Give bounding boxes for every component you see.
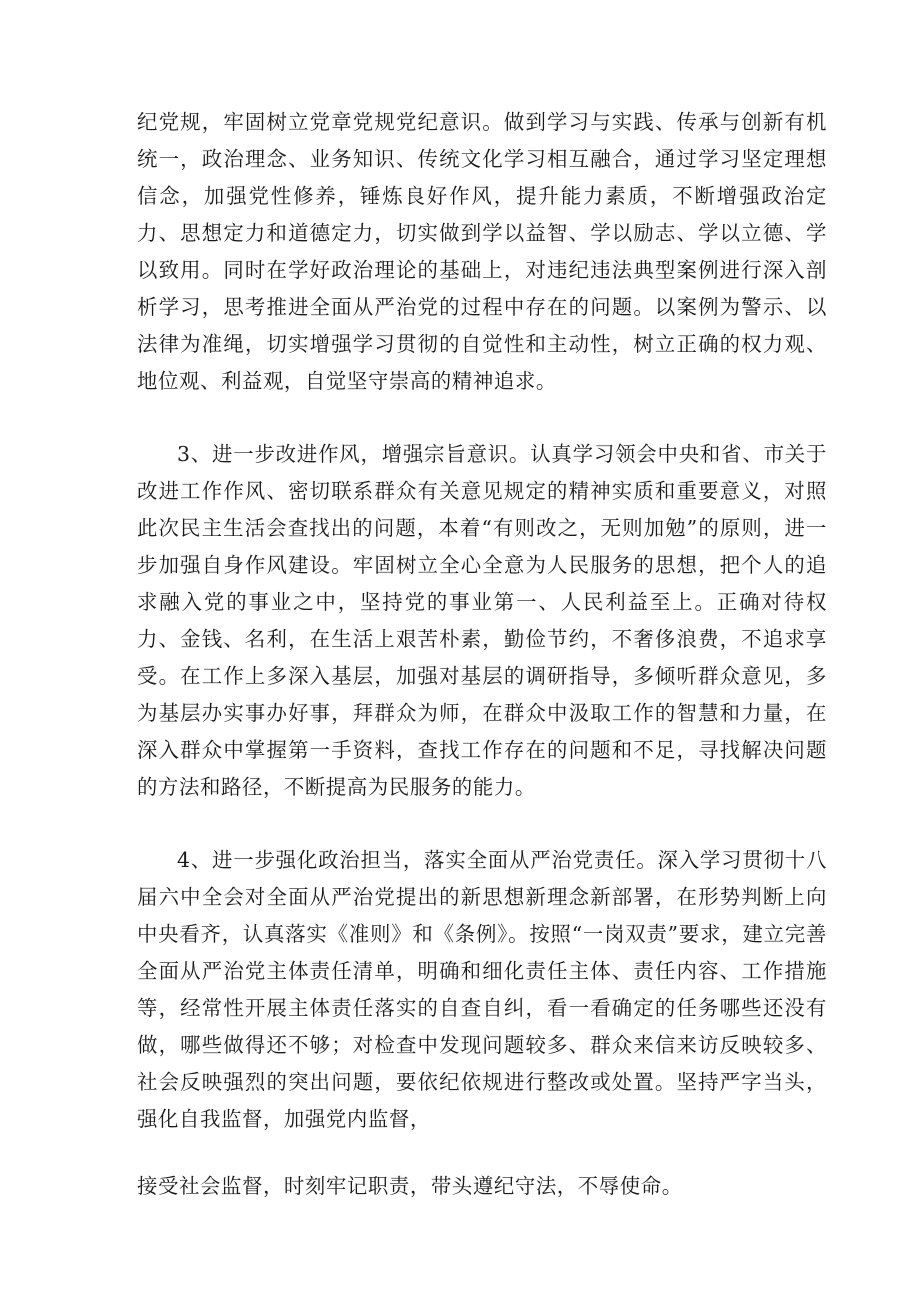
document-page <box>137 104 827 1205</box>
paragraph-tail: 接受社会监督，时刻牢记职责，带头遵纪守法，不辱使命。 <box>137 1174 683 1198</box>
paragraph-item-4: 4、进一步强化政治担当，落实全面从严治党责任。深入学习贯彻十八届六中全会对全面从严治党提出的新思想新理念新部署，在形势判断上向中央看齐，认真落实《准则》和《条例》。按照“一岗双责”要求，建立完善全面从严治党主体责任清单，明确和细化责任主体、责任内容、工作措施等，经常性开展主体责任落实的自查自纠，看一看确定的任务哪些还没有做，哪些做得还不够；对检查中发现问题较多、群众来信来访反映较多、社会反映强烈的突出问题，要依纪依规进行整改或处置。坚持严字当头，强化自我监督，加强党内监督， <box>137 848 827 1131</box>
paragraph-continuation: 纪党规，牢固树立党章党规党纪意识。做到学习与实践、传承与创新有机统一，政治理念、业务知识、传统文化学习相互融合，通过学习坚定理想信念，加强党性修养，锤炼良好作风，提升能力素质，不断增强政治定力、思想定力和道德定力，切实做到学以益智、学以励志、学以立德、学以致用。同时在学好政治理论的基础上，对违纪违法典型案例进行深入剖析学习，思考推进全面从严治党的过程中存在的问题。以案例为警示、以法律为准绳，切实增强学习贯彻的自觉性和主动性，树立正确的权力观、地位观、利益观，自觉坚守崇高的精神追求。 <box>137 110 827 393</box>
paragraph-item-3: 3、进一步改进作风，增强宗旨意识。认真学习领会中央和省、市关于改进工作作风、密切联系群众有关意见规定的精神实质和重要意义，对照此次民主生活会查找出的问题，本着“有则改之，无则加勉”的原则，进一步加强自身作风建设。牢固树立全心全意为人民服务的思想，把个人的追求融入党的事业之中，坚持党的事业第一、人民利益至上。正确对待权力、金钱、名利，在生活上艰苦朴素，勤俭节约，不奢侈浪费，不追求享受。在工作上多深入基层，加强对基层的调研指导，多倾听群众意见，多为基层办实事办好事，拜群众为师，在群众中汲取工作的智慧和力量，在深入群众中掌握第一手资料，查找工作存在的问题和不足，寻找解决问题的方法和路径，不断提高为民服务的能力。 <box>137 442 827 799</box>
